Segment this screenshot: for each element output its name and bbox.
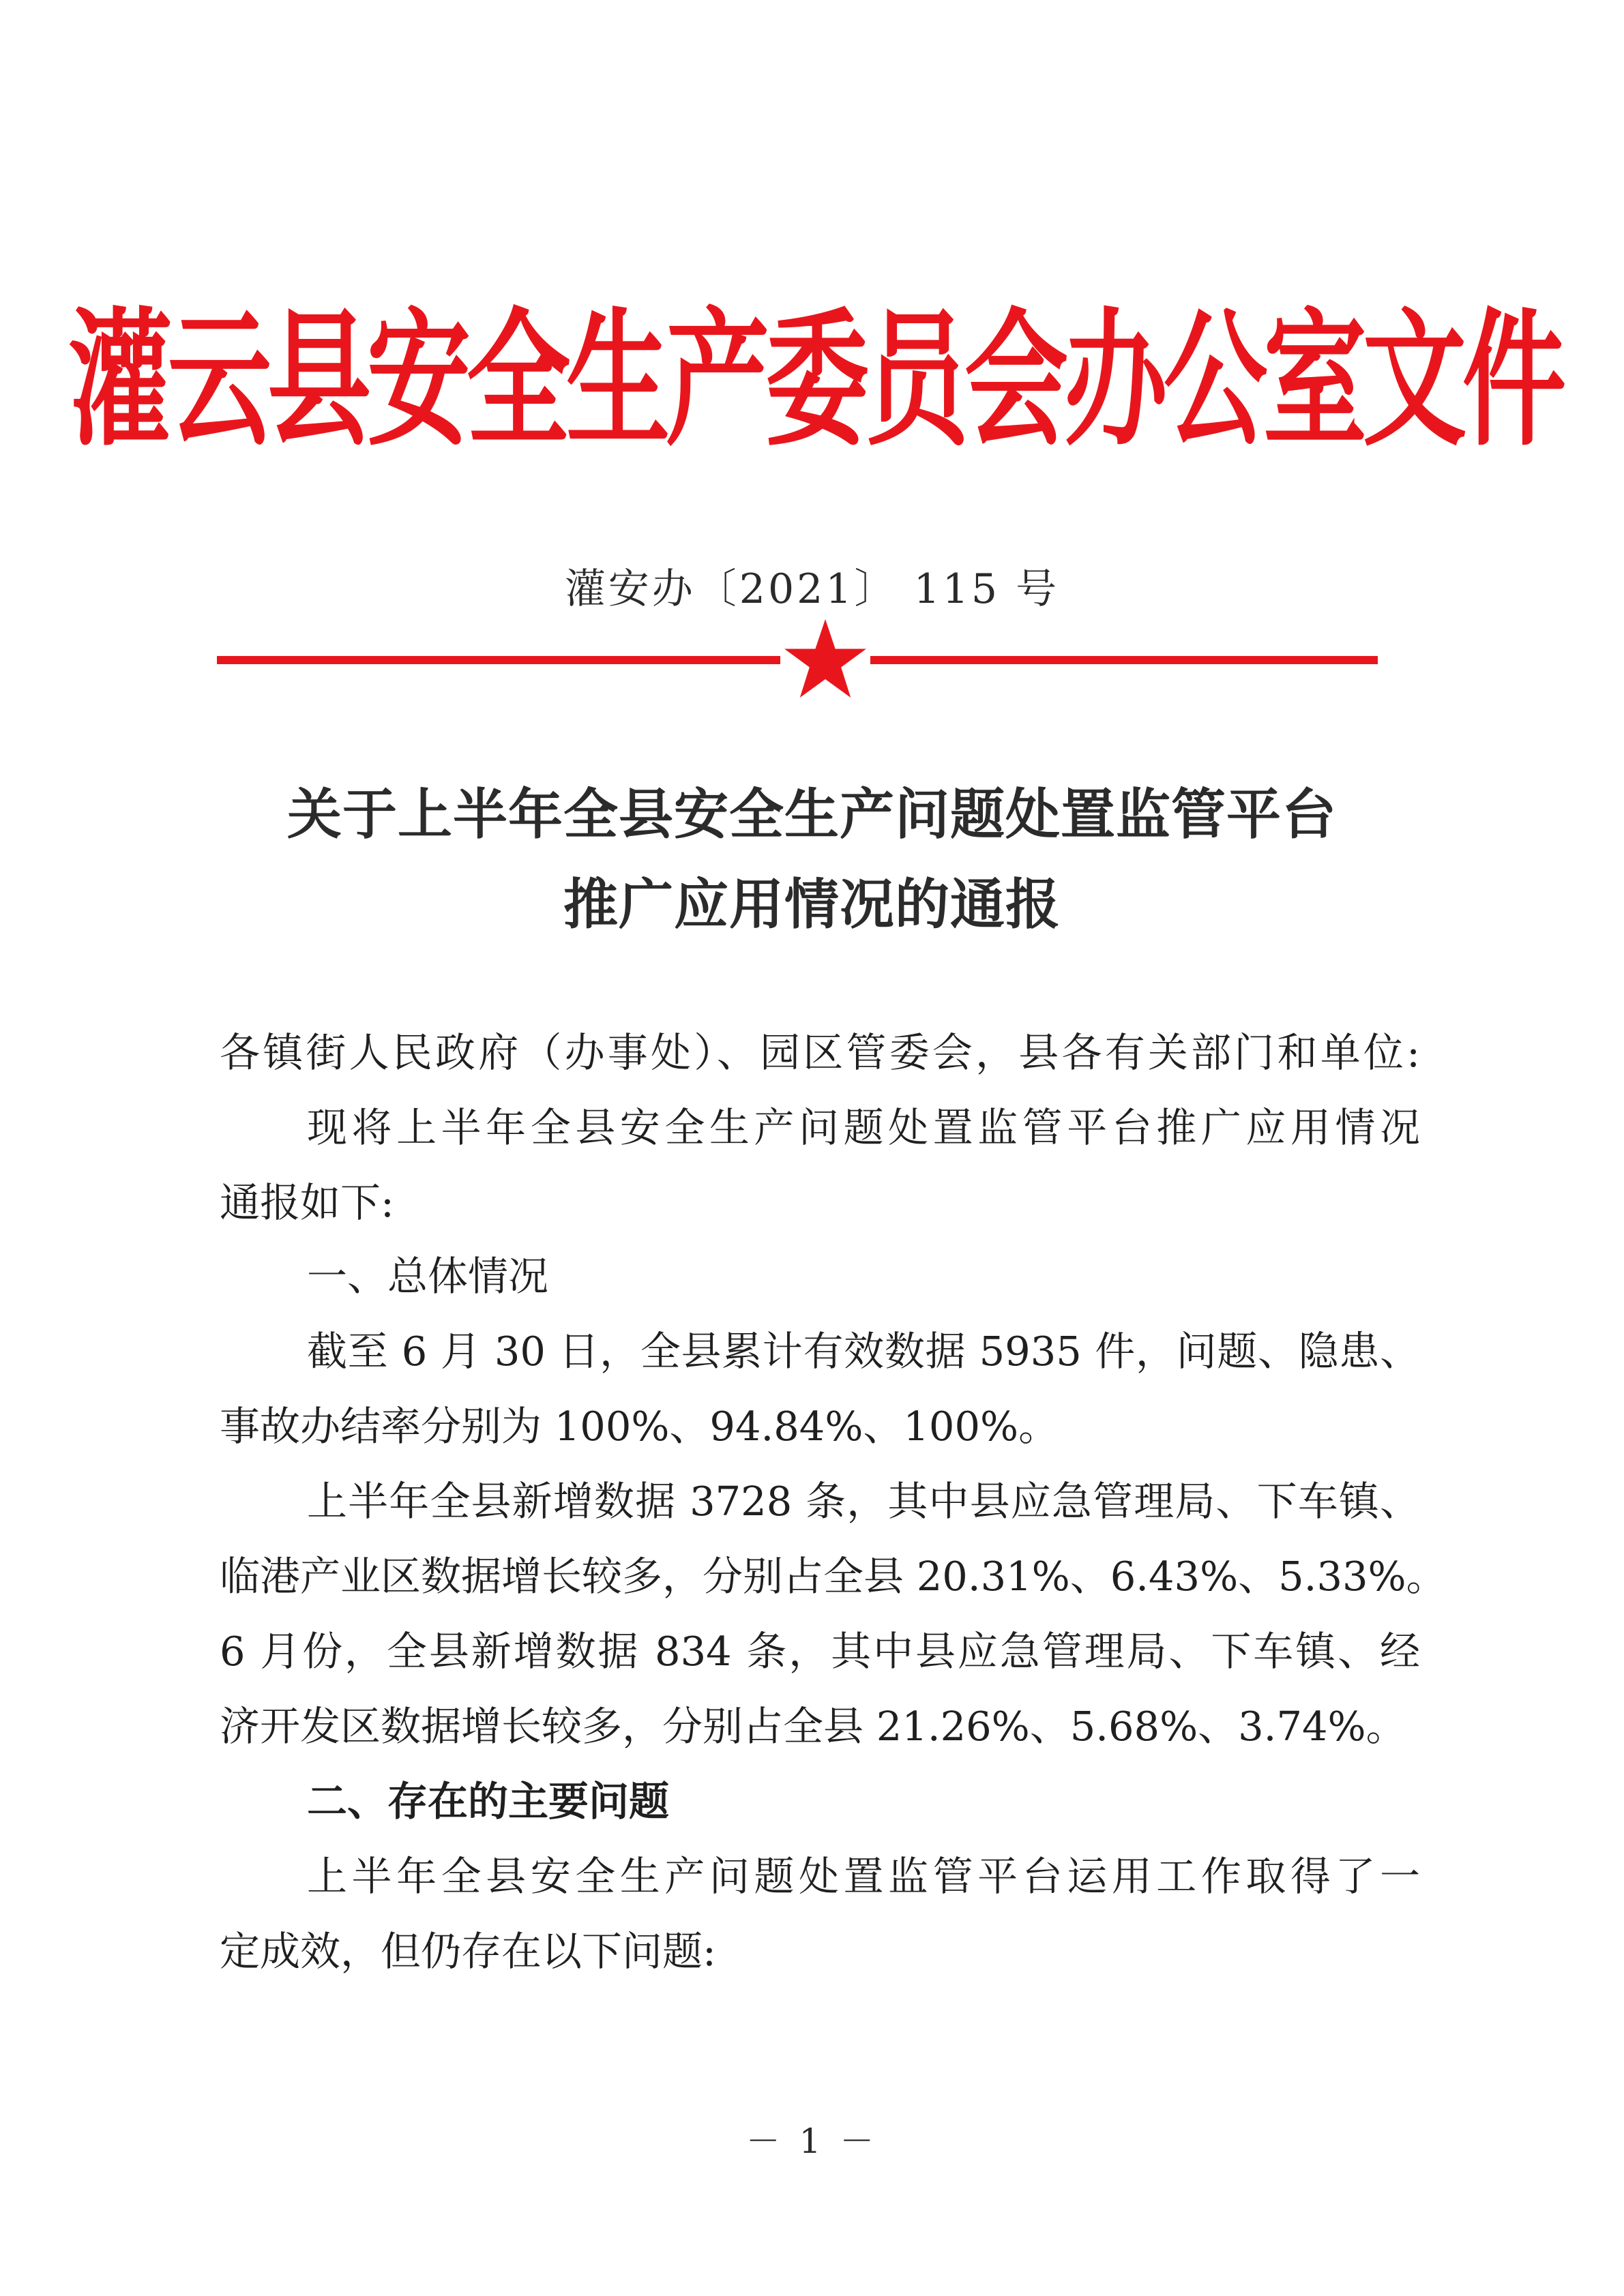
red-rule-right xyxy=(870,656,1378,664)
red-star-icon xyxy=(783,619,868,698)
growth-line-3: 6 月份，全县新增数据 834 条，其中县应急管理局、下车镇、经 xyxy=(220,1628,1420,1675)
intro-line-2: 通报如下: xyxy=(220,1179,394,1226)
growth-line-4: 济开发区数据增长较多，分别占全县 21.26%、5.68%、3.74%。 xyxy=(220,1703,1406,1750)
salutation: 各镇街人民政府（办事处）、园区管委会，县各有关部门和单位: xyxy=(220,1029,1420,1076)
growth-line-1: 上半年全县新增数据 3728 条，其中县应急管理局、下车镇、 xyxy=(307,1478,1420,1525)
page-number: － 1 － xyxy=(745,2121,879,2161)
overall-line-2: 事故办结率分别为 100%、94.84%、100%。 xyxy=(220,1403,1059,1450)
notice-title-line-2: 推广应用情况的通报 xyxy=(563,873,1061,936)
masthead-title: 灌云县安全生产委员会办公室文件 xyxy=(68,295,1562,466)
notice-title-line-1: 关于上半年全县安全生产问题处置监管平台 xyxy=(287,783,1337,846)
red-rule-left xyxy=(217,656,780,664)
growth-line-2: 临港产业区数据增长较多，分别占全县 20.31%、6.43%、5.33%。 xyxy=(220,1553,1447,1600)
problems-line-1: 上半年全县安全生产问题处置监管平台运用工作取得了一 xyxy=(307,1853,1420,1900)
problems-line-2: 定成效，但仍存在以下问题: xyxy=(220,1928,716,1975)
section-heading-overall: 一、总体情况 xyxy=(307,1253,549,1300)
intro-line-1: 现将上半年全县安全生产问题处置监管平台推广应用情况 xyxy=(307,1104,1420,1151)
document-number: 灌安办〔2021〕 115 号 xyxy=(564,565,1060,613)
overall-line-1: 截至 6 月 30 日，全县累计有效数据 5935 件，问题、隐患、 xyxy=(307,1328,1420,1375)
section-heading-problems: 二、存在的主要问题 xyxy=(307,1778,670,1825)
